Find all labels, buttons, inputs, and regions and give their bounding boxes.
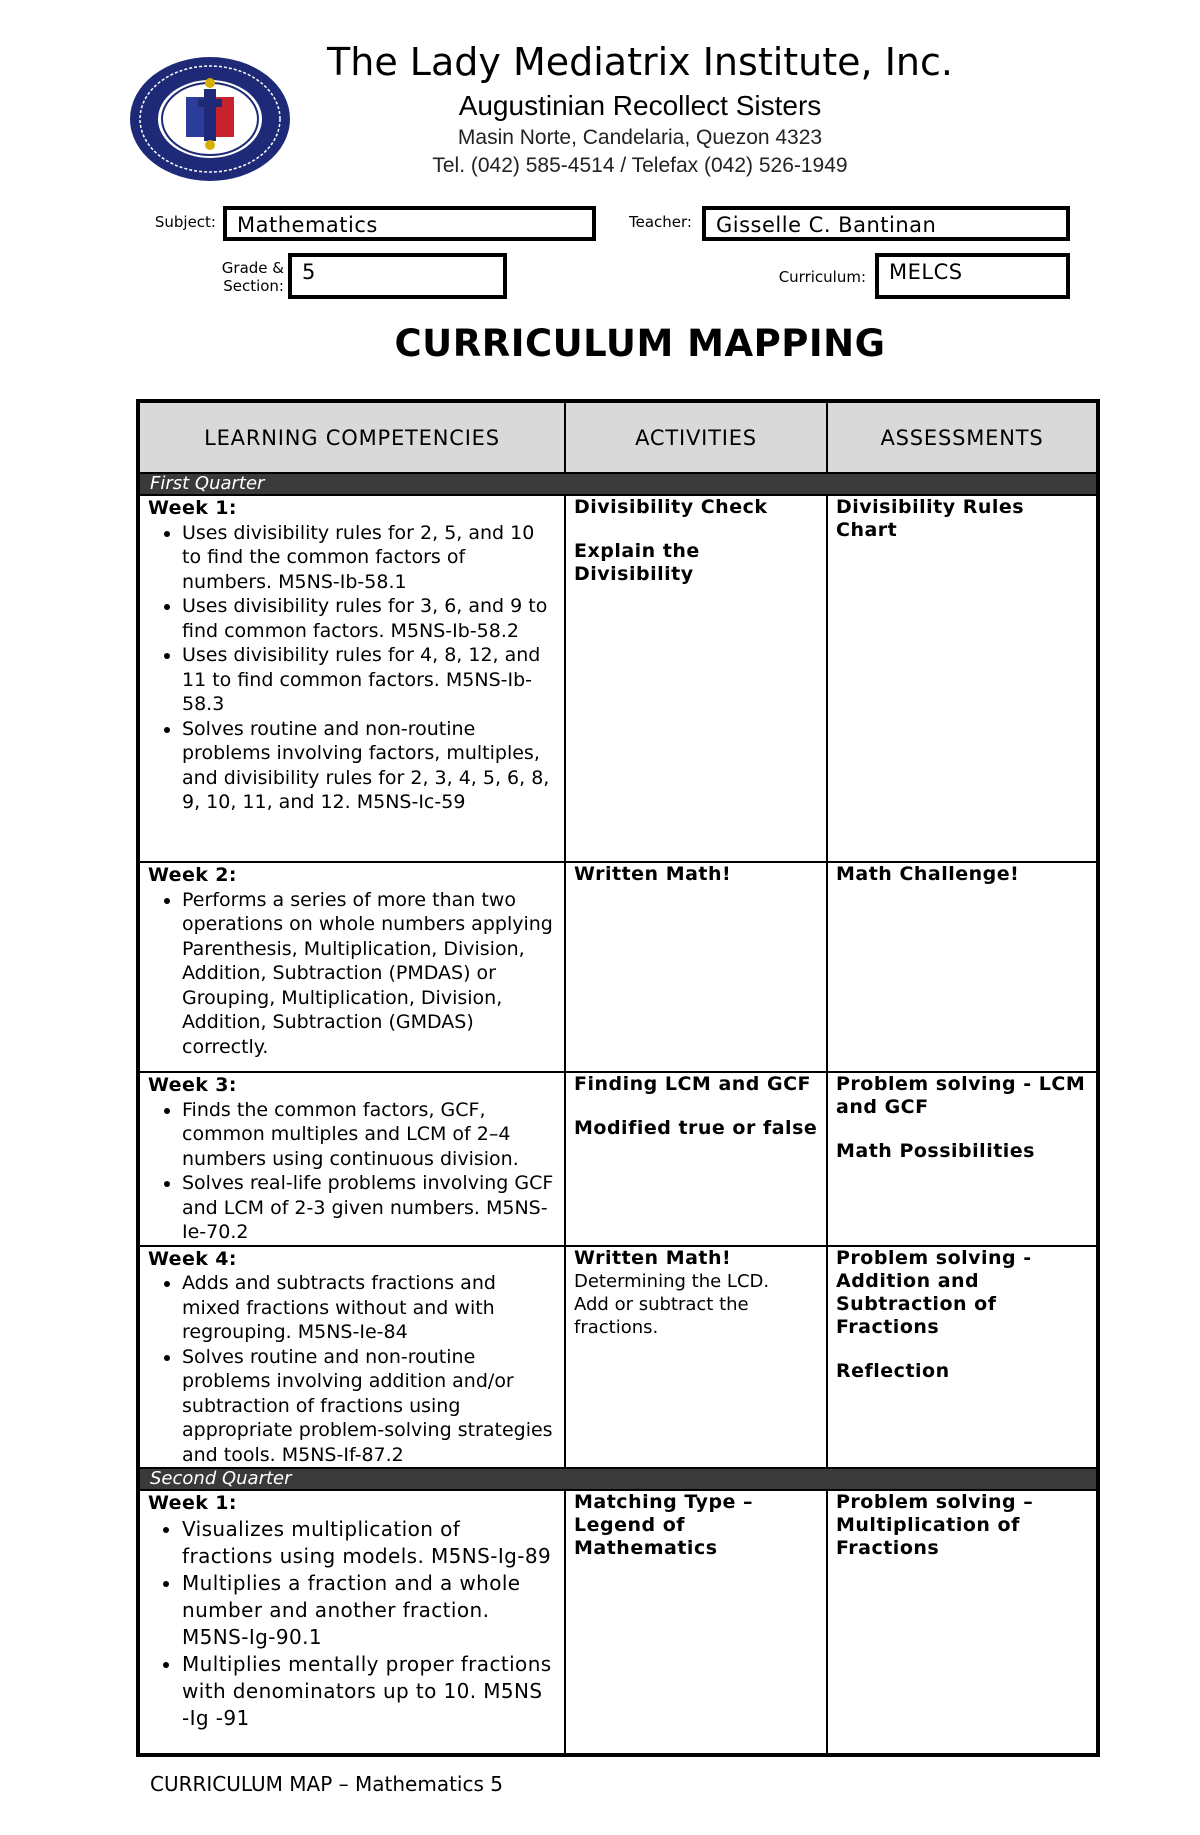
assessment-item: Problem solving – Multiplication of Fractions — [836, 1491, 1034, 1559]
competency-item: • Uses divisibility rules for 3, 6, and 9 to find common factors. M5NS-Ib-58.2 — [182, 594, 556, 643]
activity-item: Matching Type – Legend of Mathematics — [574, 1491, 754, 1559]
page-footer: CURRICULUM MAP – Mathematics 5 — [150, 1772, 503, 1796]
grade-label-line1: Grade & — [221, 259, 284, 277]
table-row — [138, 495, 1098, 862]
activities-cell — [565, 862, 827, 1072]
competency-item: • Solves routine and non-routine problems involving addition and/or subtraction of fractions using appropriate problem-solving strategies and tools. M5NS-If-87.2 — [182, 1345, 556, 1468]
assessments-cell — [827, 862, 1098, 1072]
week-label: Week 2: — [148, 864, 237, 886]
table-row — [138, 862, 1098, 1072]
competencies-cell — [138, 1490, 565, 1755]
assessment-item: Reflection — [836, 1359, 950, 1382]
table-header-row — [138, 401, 1098, 473]
curriculum-table — [136, 399, 1100, 1757]
competency-item: • Adds and subtracts fractions and mixed fractions without and with regrouping. M5NS-Ie-84 — [182, 1271, 556, 1345]
activities-cell — [565, 1246, 827, 1469]
competency-item: • Solves routine and non-routine problems involving factors, multiples, and divisibility rules for 2, 3, 4, 5, 6, 8, 9, 10, 11, and 12. M5NS-Ic-59 — [182, 717, 556, 815]
page-title: CURRICULUM MAPPING — [394, 322, 886, 365]
activity-item: Divisibility Check — [574, 496, 768, 518]
activity-detail: Determining the LCD. — [574, 1270, 770, 1292]
assessments-cell — [827, 495, 1098, 862]
assessment-item: Problem solving - LCM and GCF — [836, 1073, 1086, 1118]
competencies-cell — [138, 1072, 565, 1246]
grade-section-field[interactable]: 5 — [288, 253, 507, 299]
activity-item: Written Math! — [574, 1246, 732, 1269]
week-label: Week 3: — [148, 1074, 237, 1096]
activity-item: Explain the Divisibility — [574, 540, 700, 585]
assessment-item: Problem solving - Addition and Subtraction of Fractions — [836, 1246, 1032, 1338]
header-learning-competencies: LEARNING COMPETENCIES — [138, 401, 565, 473]
activity-item: Written Math! — [574, 863, 732, 885]
institution-order: Augustinian Recollect Sisters — [458, 90, 822, 121]
header-assessments: ASSESSMENTS — [827, 401, 1098, 473]
curriculum-label: Curriculum: — [778, 268, 866, 286]
activities-cell — [565, 1490, 827, 1755]
competency-item: • Visualizes multiplication of fractions using models. M5NS-Ig-89 — [182, 1516, 556, 1570]
competency-item: • Performs a series of more than two operations on whole numbers applying Parenthesis, Multiplication, Division, Addition, Subtraction (PMDAS) or Grouping, Multiplication, Division, Addition, Subtraction (GMDAS) correctly. — [182, 888, 556, 1060]
week-label: Week 1: — [148, 497, 237, 519]
assessments-cell — [827, 1246, 1098, 1469]
grade-section-label — [204, 259, 284, 295]
activity-detail: Add or subtract the fractions. — [574, 1293, 749, 1338]
assessment-item: Math Challenge! — [836, 863, 1020, 885]
competencies-cell — [138, 1246, 565, 1469]
subject-field[interactable]: Mathematics — [223, 206, 596, 241]
quarter-label: First Quarter — [138, 473, 1098, 495]
assessments-cell — [827, 1072, 1098, 1246]
institution-address: Masin Norte, Candelaria, Quezon 4323 — [457, 126, 823, 149]
teacher-field[interactable]: Gisselle C. Bantinan — [702, 206, 1070, 241]
week-label: Week 4: — [148, 1247, 237, 1270]
activity-item: Finding LCM and GCF — [574, 1073, 812, 1095]
teacher-label: Teacher: — [629, 213, 692, 231]
subject-label: Subject: — [154, 213, 216, 231]
week-label: Week 1: — [148, 1492, 237, 1514]
quarter-row — [138, 473, 1098, 495]
assessment-item: Math Possibilities — [836, 1140, 1035, 1162]
institution-contact: Tel. (042) 585-4514 / Telefax (042) 526-1949 — [432, 154, 848, 177]
assessment-item: Divisibility Rules Chart — [836, 496, 1025, 541]
institution-name: The Lady Mediatrix Institute, Inc. — [327, 40, 953, 84]
competency-item: • Solves real-life problems involving GCF and LCM of 2-3 given numbers. M5NS-Ie-70.2 — [182, 1171, 556, 1245]
competencies-cell — [138, 495, 565, 862]
activity-item: Modified true or false — [574, 1117, 818, 1139]
competency-item: • Multiplies a fraction and a whole number and another fraction. M5NS-Ig-90.1 — [182, 1570, 556, 1651]
curriculum-field[interactable]: MELCS — [875, 253, 1070, 299]
assessments-cell — [827, 1490, 1098, 1755]
grade-label-line2: Section: — [223, 277, 284, 295]
table-row — [138, 1246, 1098, 1469]
competency-item: • Multiplies mentally proper fractions with denominators up to 10. M5NS -Ig -91 — [182, 1651, 556, 1732]
competencies-cell — [138, 862, 565, 1072]
competency-item: • Uses divisibility rules for 2, 5, and 10 to find the common factors of numbers. M5NS-Ib-58.1 — [182, 521, 556, 595]
table-row — [138, 1490, 1098, 1755]
competency-item: • Uses divisibility rules for 4, 8, 12, and 11 to find common factors. M5NS-Ib-58.3 — [182, 643, 556, 717]
quarter-row — [138, 1468, 1098, 1490]
header-activities: ACTIVITIES — [565, 401, 827, 473]
competency-item: • Finds the common factors, GCF, common multiples and LCM of 2–4 numbers using continuous division. — [182, 1098, 556, 1172]
activities-cell — [565, 1072, 827, 1246]
quarter-label: Second Quarter — [138, 1468, 1098, 1490]
activities-cell — [565, 495, 827, 862]
table-row — [138, 1072, 1098, 1246]
